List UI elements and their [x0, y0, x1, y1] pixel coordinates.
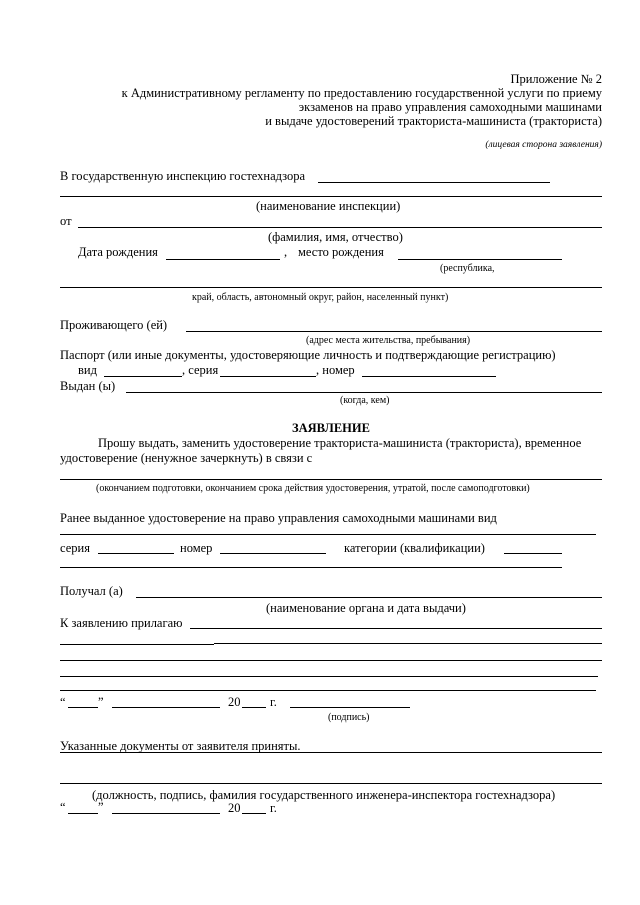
inspection-field[interactable] — [318, 182, 550, 183]
passport-series-label: , серия — [182, 363, 219, 377]
birth-date-label: Дата рождения — [78, 245, 158, 259]
fio-hint: (фамилия, имя, отчество) — [268, 230, 403, 244]
date-year-suffix: г. — [270, 695, 277, 709]
reason-field[interactable] — [60, 479, 602, 480]
birth-comma: , — [284, 245, 288, 259]
signature-field[interactable] — [290, 707, 410, 708]
received-label: Получал (а) — [60, 584, 123, 598]
date-day-field[interactable] — [68, 707, 98, 708]
issued-hint: (когда, кем) — [340, 395, 390, 406]
address-field[interactable] — [186, 331, 602, 332]
date2-quote-open: “ — [60, 800, 66, 814]
accepted-label: Указанные документы от заявителя приняты. — [60, 739, 301, 753]
birth-place-label: место рождения — [298, 245, 384, 259]
prev-categories-field[interactable] — [504, 553, 562, 554]
header-line-3: и выдаче удостоверений тракториста-машиниста (тракториста) — [265, 114, 602, 128]
date-year-field[interactable] — [242, 707, 266, 708]
accepted-line[interactable] — [60, 752, 602, 753]
attach-line-5[interactable] — [60, 690, 596, 691]
signature-hint: (подпись) — [328, 712, 370, 723]
date2-month-field[interactable] — [112, 813, 220, 814]
attach-field[interactable] — [190, 628, 602, 629]
date2-year-prefix: 20 — [228, 801, 241, 815]
date2-day-field[interactable] — [68, 813, 98, 814]
date-quote-close: ” — [98, 695, 104, 709]
date2-year-field[interactable] — [242, 813, 266, 814]
issued-field[interactable] — [126, 392, 602, 393]
residing-label: Проживающего (ей) — [60, 318, 168, 332]
birth-date-field[interactable] — [166, 259, 280, 260]
date-year-prefix: 20 — [228, 695, 241, 709]
attach-line-3[interactable] — [60, 660, 602, 661]
passport-label: Паспорт (или иные документы, удостоверяющие личность и подтверждающие регистрацию) — [60, 348, 556, 362]
fio-field[interactable] — [78, 227, 602, 228]
issued-label: Выдан (ы) — [60, 379, 116, 393]
prev-categories-label: категории (квалификации) — [344, 541, 485, 555]
attach-line-2b[interactable] — [214, 643, 602, 644]
from-label: от — [60, 214, 72, 228]
passport-series-field[interactable] — [220, 376, 316, 377]
passport-number-field[interactable] — [362, 376, 496, 377]
date2-quote-close: ” — [98, 800, 104, 814]
attach-line-2a[interactable] — [60, 644, 214, 645]
prev-number-field[interactable] — [220, 553, 326, 554]
inspector-field[interactable] — [60, 783, 602, 784]
prev-license-type-field[interactable] — [60, 534, 596, 535]
address-hint: (адрес места жительства, пребывания) — [306, 335, 471, 346]
inspection-name-hint: (наименование инспекции) — [256, 199, 401, 213]
attach-line-4[interactable] — [60, 676, 598, 677]
reason-hint: (окончанием подготовки, окончанием срока действия удостоверения, утратой, после самоподготовки) — [96, 483, 530, 494]
inspector-hint: (должность, подпись, фамилия государственного инженера-инспектора гостехнадзора) — [92, 788, 556, 802]
prev-series-field[interactable] — [98, 553, 174, 554]
birth-place-field[interactable] — [398, 259, 562, 260]
republic-hint: (республика, — [440, 263, 495, 274]
to-inspection-label: В государственную инспекцию гостехнадзора — [60, 169, 306, 183]
statement-line-1: Прошу выдать, заменить удостоверение тракториста-машиниста (тракториста), временное — [98, 436, 582, 450]
date-month-field[interactable] — [112, 707, 220, 708]
passport-number-label: , номер — [316, 363, 355, 377]
prev-number-label: номер — [180, 541, 213, 555]
side-note: (лицевая сторона заявления) — [485, 140, 602, 150]
birth-place-field-line-2[interactable] — [60, 287, 602, 288]
statement-title: ЗАЯВЛЕНИЕ — [292, 421, 370, 435]
passport-type-label: вид — [78, 363, 97, 377]
region-hint: край, область, автономный округ, район, населенный пункт) — [192, 292, 449, 303]
appendix-number: Приложение № 2 — [510, 72, 602, 86]
prev-license-line-2[interactable] — [60, 567, 562, 568]
statement-line-2: удостоверение (ненужное зачеркнуть) в связи с — [60, 451, 313, 465]
header-line-2: экзаменов на право управления самоходными машинами — [298, 100, 602, 114]
date2-year-suffix: г. — [270, 801, 277, 815]
inspection-field-line-2[interactable] — [60, 196, 602, 197]
passport-type-field[interactable] — [104, 376, 182, 377]
attach-label: К заявлению прилагаю — [60, 616, 183, 630]
received-field[interactable] — [136, 597, 602, 598]
header-line-1: к Административному регламенту по предоставлению государственной услуги по приему — [121, 86, 602, 100]
received-hint: (наименование органа и дата выдачи) — [266, 601, 466, 615]
prev-license-label: Ранее выданное удостоверение на право управления самоходными машинами вид — [60, 511, 497, 525]
prev-series-label: серия — [60, 541, 90, 555]
date-quote-open: “ — [60, 695, 66, 709]
